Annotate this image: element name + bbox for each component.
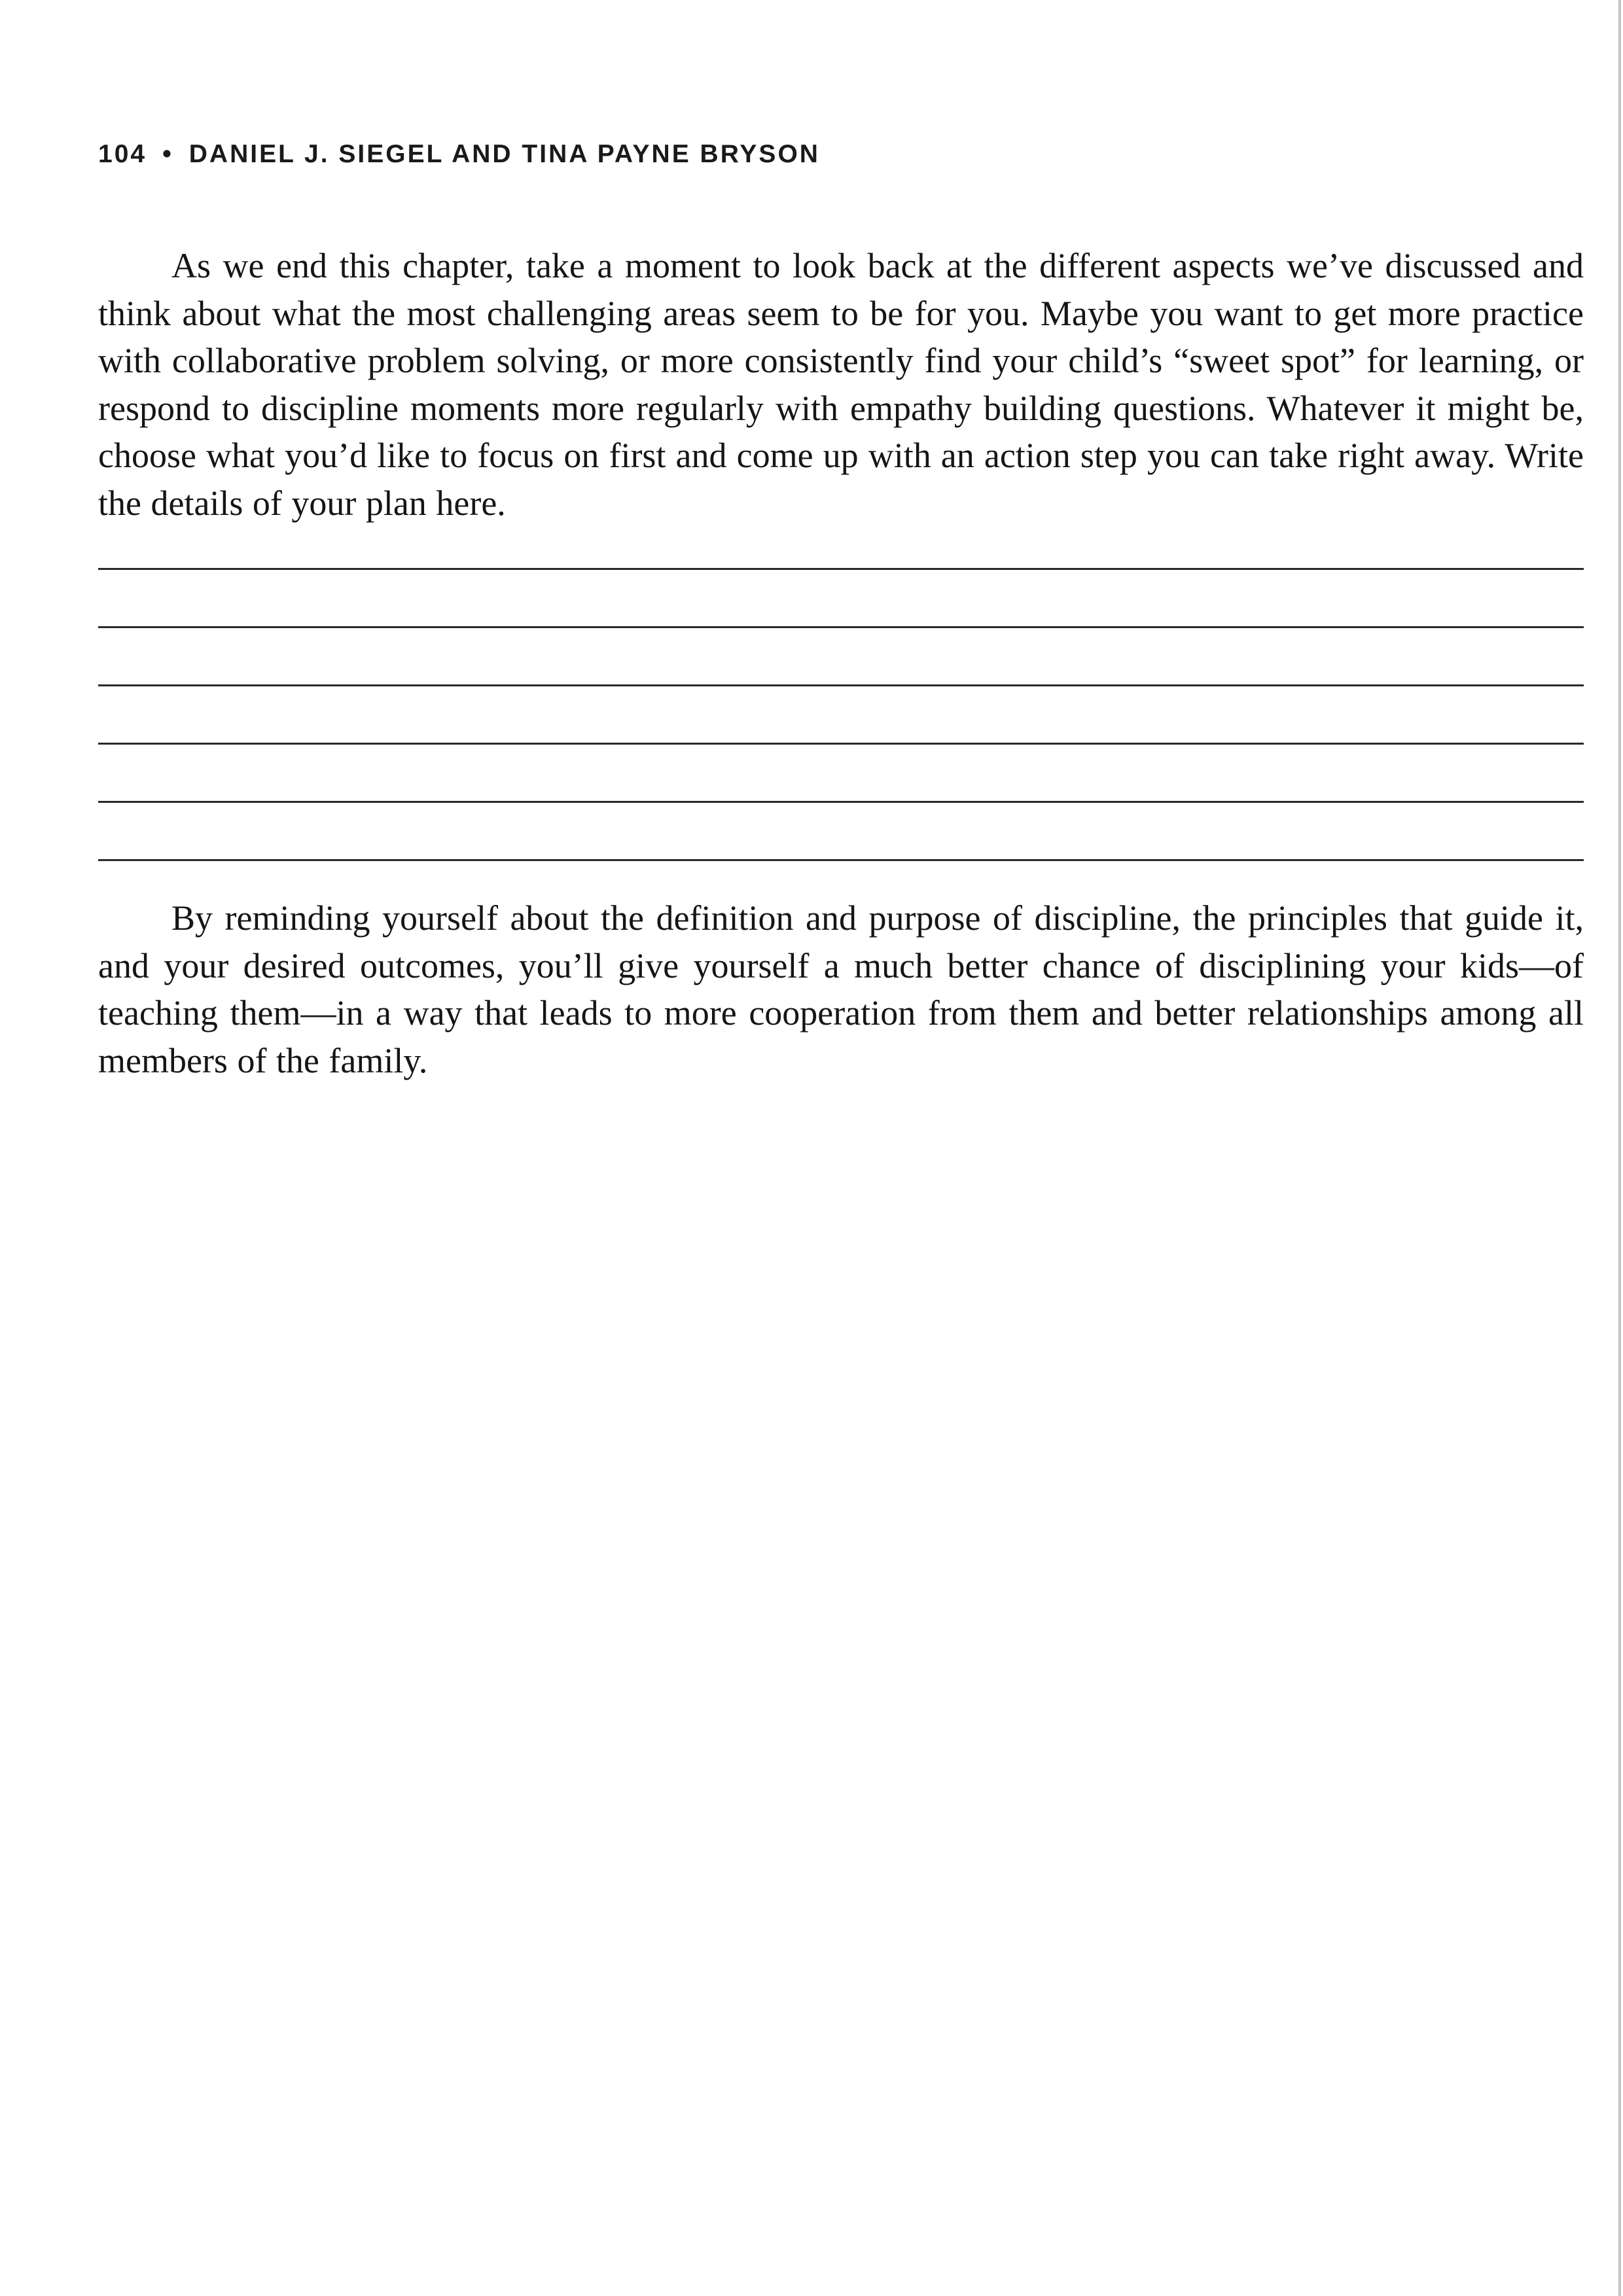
write-in-line[interactable] (98, 801, 1584, 803)
body-paragraph-2: By reminding yourself about the definition and purpose of discipline, the principles that guide it, and your desired outcomes, you’ll give yourself a much better chance of disciplining your kids—of teaching them—in a way that leads to more cooperation from them and better relationships among all members of the family. (98, 898, 1584, 1080)
write-in-line[interactable] (98, 626, 1584, 628)
write-in-line[interactable] (98, 859, 1584, 861)
page-edge (1618, 0, 1621, 2296)
header-authors: DANIEL J. SIEGEL AND TINA PAYNE BRYSON (188, 140, 820, 168)
header-separator: • (162, 140, 173, 168)
running-header (98, 139, 820, 170)
body-paragraph-1: As we end this chapter, take a moment to look back at the different aspects we’ve discussed and think about what the most challenging areas seem to be for you. Maybe you want to get more practice with collaborative problem solving, or more consistently find your child’s “sweet spot” for learning, or respond to discipline moments more regularly with empathy building questions. Whatever it might be, choose what you’d like to focus on first and come up with an action step you can take right away. Write the details of your plan here. (98, 246, 1584, 523)
page-number: 104 (98, 140, 147, 168)
write-in-line[interactable] (98, 743, 1584, 745)
write-in-line[interactable] (98, 684, 1584, 686)
write-in-line[interactable] (98, 568, 1584, 570)
